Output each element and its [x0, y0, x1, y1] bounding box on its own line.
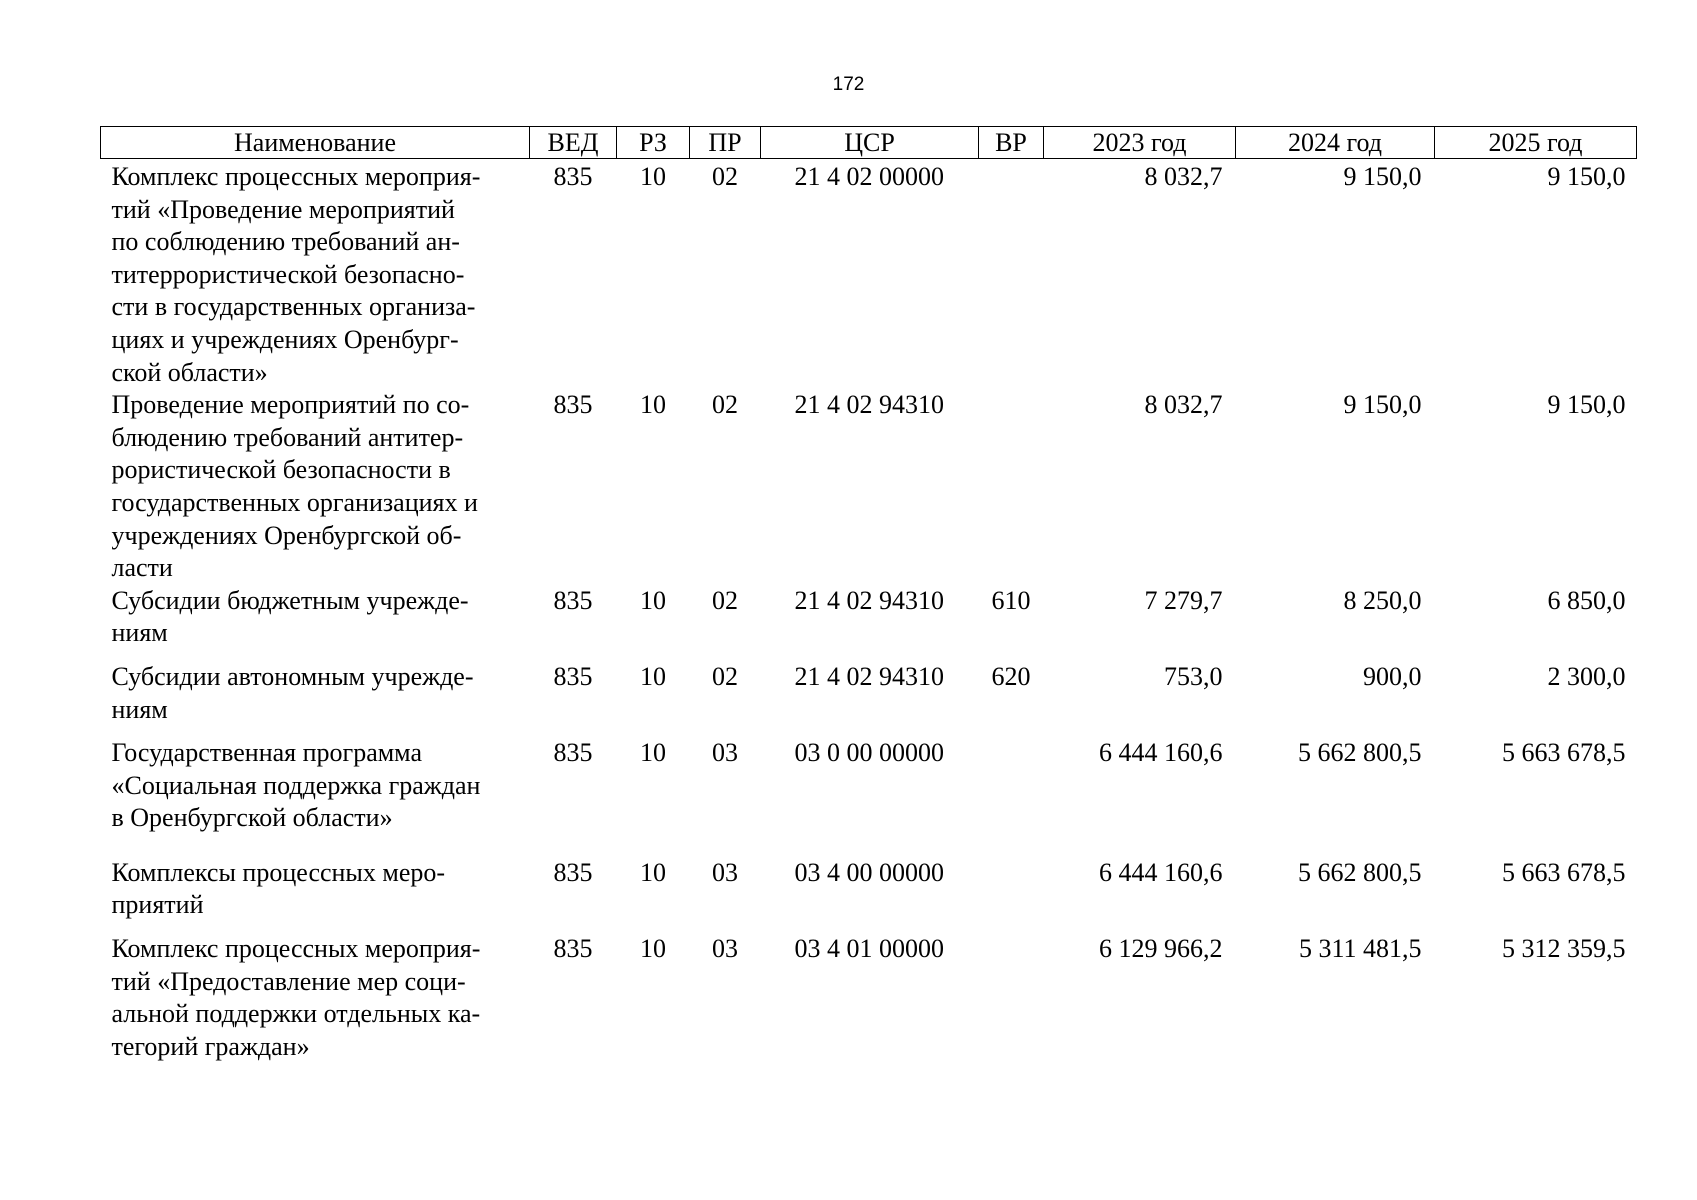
amount-2024-cell: 8 250,0 — [1343, 585, 1422, 615]
rz-cell: 10 — [640, 738, 666, 768]
name-line: тий «Проведение мероприятий — [111, 194, 455, 224]
table-row — [101, 159, 1637, 390]
amount-2023-cell: 6 444 160,6 — [1099, 738, 1223, 768]
amount-2025-cell: 5 312 359,5 — [1502, 934, 1626, 964]
pr-cell: 02 — [712, 390, 738, 420]
name-line: по соблюдению требований ан- — [111, 227, 460, 257]
name-line: Комплекс процессных мероприя- — [111, 934, 481, 964]
amount-2025-cell: 6 850,0 — [1547, 585, 1626, 615]
ved-cell: 835 — [553, 738, 593, 768]
pr-cell: 03 — [712, 738, 738, 768]
amount-2025-cell: 9 150,0 — [1547, 390, 1626, 420]
amount-2023-cell: 6 444 160,6 — [1099, 857, 1223, 887]
amount-2023-cell: 753,0 — [1164, 661, 1223, 691]
rz-cell: 10 — [640, 857, 666, 887]
header-2024: 2024 год — [1236, 127, 1435, 159]
amount-2024-cell: 5 662 800,5 — [1298, 857, 1422, 887]
csr-cell: 21 4 02 94310 — [794, 661, 944, 691]
pr-cell: 02 — [712, 162, 738, 191]
table-row — [101, 857, 1637, 933]
row-name-cell — [101, 585, 530, 661]
header-2023: 2023 год — [1044, 127, 1236, 159]
amount-2023-cell: 7 279,7 — [1144, 585, 1223, 615]
name-line: сти в государственных организа- — [111, 292, 476, 322]
vr-cell — [979, 857, 1044, 933]
name-line: ниям — [111, 694, 168, 724]
name-line: государственных организациях и — [111, 487, 478, 517]
csr-cell: 03 4 00 00000 — [794, 857, 944, 887]
table-header-row — [101, 127, 1637, 159]
vr-cell: 620 — [991, 661, 1031, 691]
amount-2025-cell: 2 300,0 — [1547, 661, 1626, 691]
name-line: альной поддержки отдельных ка- — [111, 999, 481, 1029]
row-name-cell — [101, 857, 530, 933]
amount-2024-cell: 9 150,0 — [1343, 162, 1422, 191]
ved-cell: 835 — [553, 390, 593, 420]
table-row — [101, 737, 1637, 857]
row-name-cell — [101, 933, 530, 1063]
name-line: Проведение мероприятий по со- — [111, 390, 470, 420]
vr-cell: 610 — [991, 585, 1031, 615]
pr-cell: 03 — [712, 857, 738, 887]
header-csr: ЦСР — [761, 127, 979, 159]
name-line: учреждениях Оренбургской об- — [111, 520, 462, 550]
name-line: Комплекс процессных мероприя- — [111, 162, 481, 191]
pr-cell: 02 — [712, 661, 738, 691]
amount-2025-cell: 5 663 678,5 — [1502, 738, 1626, 768]
name-line: Комплексы процессных меро- — [111, 857, 446, 887]
vr-cell — [979, 737, 1044, 857]
ved-cell: 835 — [553, 585, 593, 615]
csr-cell: 21 4 02 00000 — [794, 162, 944, 191]
name-line: ской области» — [111, 357, 268, 387]
table-row — [101, 585, 1637, 661]
header-rz: РЗ — [617, 127, 690, 159]
name-line: «Социальная поддержка граждан — [111, 770, 481, 800]
name-line: рористической безопасности в — [111, 455, 451, 485]
rz-cell: 10 — [640, 585, 666, 615]
page-number: 172 — [832, 74, 865, 95]
header-vr: ВР — [979, 127, 1044, 159]
name-line: Субсидии бюджетным учрежде- — [111, 585, 469, 615]
name-line: циях и учреждениях Оренбург- — [111, 324, 459, 354]
amount-2023-cell: 6 129 966,2 — [1099, 934, 1223, 964]
budget-table-container — [100, 126, 1636, 1063]
header-pr: ПР — [690, 127, 761, 159]
table-row — [101, 389, 1637, 585]
csr-cell: 03 4 01 00000 — [794, 934, 944, 964]
row-name-cell — [101, 737, 530, 857]
amount-2025-cell: 5 663 678,5 — [1502, 857, 1626, 887]
name-line: Государственная программа — [111, 738, 423, 768]
pr-cell: 03 — [712, 934, 738, 964]
amount-2024-cell: 5 662 800,5 — [1298, 738, 1422, 768]
rz-cell: 10 — [640, 661, 666, 691]
name-line: приятий — [111, 890, 204, 920]
amount-2025-cell: 9 150,0 — [1547, 162, 1626, 191]
vr-cell — [979, 933, 1044, 1063]
name-line: блюдению требований антитер- — [111, 422, 464, 452]
name-line: Субсидии автономным учрежде- — [111, 661, 474, 691]
amount-2023-cell: 8 032,7 — [1144, 390, 1223, 420]
ved-cell: 835 — [553, 934, 593, 964]
amount-2024-cell: 9 150,0 — [1343, 390, 1422, 420]
rz-cell: 10 — [640, 934, 666, 964]
name-line: в Оренбургской области» — [111, 803, 393, 833]
vr-cell — [979, 159, 1044, 390]
name-line: титеррористической безопасно- — [111, 259, 465, 289]
name-line: тий «Предоставление мер соци- — [111, 966, 466, 996]
ved-cell: 835 — [553, 857, 593, 887]
rz-cell: 10 — [640, 162, 666, 191]
csr-cell: 03 0 00 00000 — [794, 738, 944, 768]
ved-cell: 835 — [553, 661, 593, 691]
header-ved: ВЕД — [530, 127, 617, 159]
header-name: Наименование — [101, 127, 530, 159]
table-row — [101, 933, 1637, 1063]
row-name-cell — [101, 389, 530, 585]
name-line: ласти — [111, 553, 173, 583]
amount-2023-cell: 8 032,7 — [1144, 162, 1223, 191]
name-line: тегорий граждан» — [111, 1031, 310, 1061]
rz-cell: 10 — [640, 390, 666, 420]
csr-cell: 21 4 02 94310 — [794, 390, 944, 420]
csr-cell: 21 4 02 94310 — [794, 585, 944, 615]
ved-cell: 835 — [553, 162, 593, 191]
vr-cell — [979, 389, 1044, 585]
name-line: ниям — [111, 618, 168, 648]
amount-2024-cell: 5 311 481,5 — [1298, 934, 1422, 964]
pr-cell: 02 — [712, 585, 738, 615]
amount-2024-cell: 900,0 — [1363, 661, 1422, 691]
row-name-cell — [101, 159, 530, 390]
row-name-cell — [101, 661, 530, 737]
table-row — [101, 661, 1637, 737]
header-2025: 2025 год — [1435, 127, 1637, 159]
budget-table — [100, 126, 1637, 1063]
